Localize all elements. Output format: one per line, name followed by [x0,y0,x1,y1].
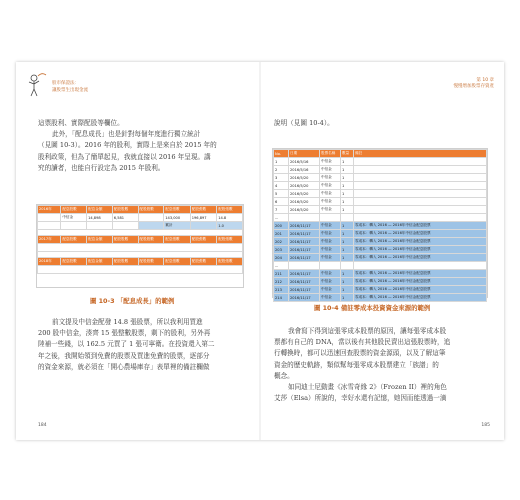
table-row [274,174,487,182]
cell: 配股張數 [190,236,216,244]
cell: 2016/11/17 [289,270,320,278]
text-line: 的資金來源，就必須在「開心農場庫存」表單裡的備註欄做 [38,362,210,371]
table-row [274,254,487,262]
cell [320,214,341,222]
table-row [274,214,487,222]
table-row [274,190,487,198]
cell: 1 [341,206,354,214]
cell: 零成本：轉入 2016 — 2016年中信金配息股票 [354,278,487,286]
cell: 1 [341,286,354,294]
cell: 14,898 [87,214,113,222]
cell: 數量 [341,150,354,158]
cell [112,222,138,230]
cell: 1 [274,158,289,166]
cell: 中信金 [320,222,341,230]
cell [354,182,487,190]
cell [354,262,487,270]
empty-row [38,266,243,274]
cell: 中信金 [320,158,341,166]
cell: 1 [341,270,354,278]
cell: 1.0 [217,222,243,230]
text-line: 200 股中信金，湊齊 15 張整數股票，剩下的股利，另外再 [38,329,211,338]
cell: 214 [274,294,289,302]
cell [354,158,487,166]
cell [138,214,164,222]
cell: 5 [274,190,289,198]
cell [289,262,320,270]
cell: 配股股數 [112,236,138,244]
text-line: 行轉換時，都可以迅速回查股票的資金源頭，以及了解這筆 [274,349,446,358]
cell: 2016/11/17 [289,246,320,254]
book-spread [16,62,504,440]
cell: 配息股數 [61,236,87,244]
cell: 零成本：轉入 2016 — 2016年中信金配息股票 [354,286,487,294]
cell: 14.8 [217,214,243,222]
cell: ... [274,262,289,270]
table-row [274,158,487,166]
cell: 日期 [289,150,320,158]
text-line: 說明（見圖 10-4）。 [274,119,334,127]
cell: 1 [341,230,354,238]
cell: 中信金 [320,174,341,182]
cell: ... [274,214,289,222]
header-line-1: 第 10 章 [476,78,494,83]
table-row [274,198,487,206]
cell: 2016/5/20 [289,206,320,214]
cell: 配股股數 [112,206,138,214]
text-line: 概念。 [274,371,294,380]
cell: 零成本：轉入 2016 — 2016年中信金配息股票 [354,294,487,302]
cell: 中信金 [320,166,341,174]
text-line: 年之後，我開始領到免費的股票及買進免費的股票，逐部分 [38,351,210,360]
running-header-right [454,78,495,90]
right-top-line [274,118,490,129]
cell [190,222,216,230]
table-row [274,166,487,174]
header-line-2: 慢慢增加股票存資產 [453,84,494,89]
cell: 1 [341,158,354,166]
cell: 中信金 [320,190,341,198]
cell: 4 [274,182,289,190]
cell: 203 [274,246,289,254]
cell [87,222,113,230]
left-page [16,62,260,440]
cell: No. [274,150,289,158]
cell: 零成本：轉入 2016 — 2016年中信金配息股票 [354,246,487,254]
stick-figure-icon [26,72,48,100]
cell: 202 [274,238,289,246]
cell [354,166,487,174]
cell: 1 [341,254,354,262]
cell: 配股股數 [138,206,164,214]
text-line: 資金的歷史軌跡，類似幫每張零成本股票建立「族譜」的 [274,360,439,369]
cell: 配股張數 [190,258,216,266]
cell: 中信金 [320,198,341,206]
cell: 2016/11/17 [289,286,320,294]
cell: 2016/11/17 [289,238,320,246]
table-row [274,270,487,278]
cell: 零成本：轉入 2016 — 2016年中信金配息股票 [354,222,487,230]
table-row [274,294,487,302]
cell: 7 [274,206,289,214]
cell: 143,000 [164,214,190,222]
cell: 1 [341,238,354,246]
cell: 211 [274,270,289,278]
cell: 2016/11/17 [289,278,320,286]
cell: 中信金 [320,294,341,302]
cell: 配息股數 [61,258,87,266]
cell: 配息張數 [164,236,190,244]
figure-caption-10-3: 圖 10-3 「配息成長」的範例 [90,297,175,305]
text-line: 此外，「配息成長」也是針對每個年度進行獨立統計 [52,130,201,139]
header-line-2: 讓股票生出現金流 [52,88,88,93]
cell [38,214,61,222]
cell: 1 [341,182,354,190]
cell: 2016/11/17 [289,254,320,262]
cell: 中信金 [320,278,341,286]
cell: 配息張數 [164,258,190,266]
cell: 200 [274,222,289,230]
figure-10-4-spreadsheet [272,148,488,298]
cell: 201 [274,230,289,238]
cell: 備註 [354,150,487,158]
cell [341,262,354,270]
table-row [274,222,487,230]
paragraph-2 [38,317,250,373]
text-line: 這票股利、實際配股等欄位。 [38,119,124,127]
cell: 2016年 [38,206,61,214]
cell: 2017年 [38,236,61,244]
cell: 1 [341,190,354,198]
cell: 中信金 [320,270,341,278]
cell: 中信金 [320,206,341,214]
cell: 配息股數 [61,206,87,214]
cell: 配股股數 [138,236,164,244]
cell: 中信金 [320,230,341,238]
cell [354,206,487,214]
cell: 1 [341,198,354,206]
cell: 6 [274,198,289,206]
table-row [274,182,487,190]
cell [138,222,164,230]
page-number-right: 185 [481,423,490,428]
cell: 配股張數 [217,236,243,244]
right-page [260,62,504,440]
cell: 配股張數 [217,206,243,214]
cell [354,190,487,198]
cell: 零成本：轉入 2016 — 2016年中信金配息股票 [354,238,487,246]
table-row [274,230,487,238]
cell: 1 [341,166,354,174]
cell [320,262,341,270]
cell: 204 [274,254,289,262]
cell: 股票名稱 [320,150,341,158]
cell: 配股張數 [190,206,216,214]
cell [38,222,61,230]
text-line: （見圖 10-3）。2016 年的股利，實際上是來自於 2015 年的 [38,141,217,150]
cell: 零成本：轉入 2016 — 2016年中信金配息股票 [354,254,487,262]
table-row [274,286,487,294]
cell: 零成本：轉入 2016 — 2016年中信金配息股票 [354,230,487,238]
cell: 1 [341,294,354,302]
cell: 2016/5/16 [289,166,320,174]
cell: 2018年 [38,258,61,266]
cell: 配息金額 [87,258,113,266]
cell: 配息金額 [87,206,113,214]
cell: 2016/11/17 [289,294,320,302]
cell: 中信金 [61,214,87,222]
paragraph-right [274,326,492,404]
table-row [274,278,487,286]
cell: 中信金 [320,254,341,262]
cell: 212 [274,278,289,286]
cell: 2 [274,166,289,174]
cell: 中信金 [320,182,341,190]
header-line-1: 股市保證法： [52,81,79,86]
cell: 1 [341,174,354,182]
text-line: 我會寫下得到這張零成本股票的原因，讓每張零成本股 [288,327,447,335]
cell: 1 [341,246,354,254]
text-line: 票都有自己的 DNA，當以後有其他股民賣出這張股票時，追 [274,338,451,347]
cell: 配股股數 [112,258,138,266]
table-row [274,206,487,214]
figure-10-3-spreadsheet [36,204,244,288]
cell: 配息張數 [164,206,190,214]
cell: 2016/5/16 [289,158,320,166]
cell: 3 [274,174,289,182]
cell [354,198,487,206]
cell: 2016/11/17 [289,222,320,230]
cell: 中信金 [320,286,341,294]
cell: 累計 [164,222,190,230]
cell [341,214,354,222]
cell: 196,897 [190,214,216,222]
cell: 2016/5/20 [289,190,320,198]
empty-row [38,244,243,252]
table-row [274,238,487,246]
cell: 配息金額 [87,236,113,244]
page-number-left: 184 [38,423,47,428]
cell: 2016/11/17 [289,230,320,238]
cell: 零成本：轉入 2016 — 2016年中信金配息股票 [354,270,487,278]
cell: 1 [341,222,354,230]
figure-caption-10-4: 圖 10-4 備註零成本投資資金來源的範例 [314,304,431,312]
paragraph-1 [38,118,248,174]
text-line: 究的讀者，也能自行設定為 2015 年股利。 [38,163,165,172]
text-line: 艾莎（Elsa）所說的，幸好水還有記憶，她因而能透過一滴 [274,394,447,403]
cell: 6,581 [112,214,138,222]
text-line: 陸補一些錢，以 162.5 元買了 1 張可寧衛。在投資還入第二 [38,340,215,349]
text-line: 前文提及中信金配發 14.8 張股票，所以我利用買進 [52,318,203,326]
cell: 2016/5/20 [289,182,320,190]
cell: 2016/5/20 [289,198,320,206]
cell: 配股股數 [138,258,164,266]
cell: 1 [341,278,354,286]
cell [61,222,87,230]
cell: 中信金 [320,246,341,254]
table-row [274,246,487,254]
cell [354,214,487,222]
cell: 中信金 [320,238,341,246]
cell [289,214,320,222]
table-row [274,262,487,270]
text-line: 如同迪士尼動畫《冰雪奇緣 2》（Frozen II）裡的角色 [288,383,447,392]
text-line: 股利政策，但為了簡單起見，我就直接以 2016 年呈現。講 [38,152,211,161]
cell: 213 [274,286,289,294]
running-header-left [26,72,136,100]
cell: 2016/5/20 [289,174,320,182]
cell: 配股張數 [217,258,243,266]
cell [354,174,487,182]
